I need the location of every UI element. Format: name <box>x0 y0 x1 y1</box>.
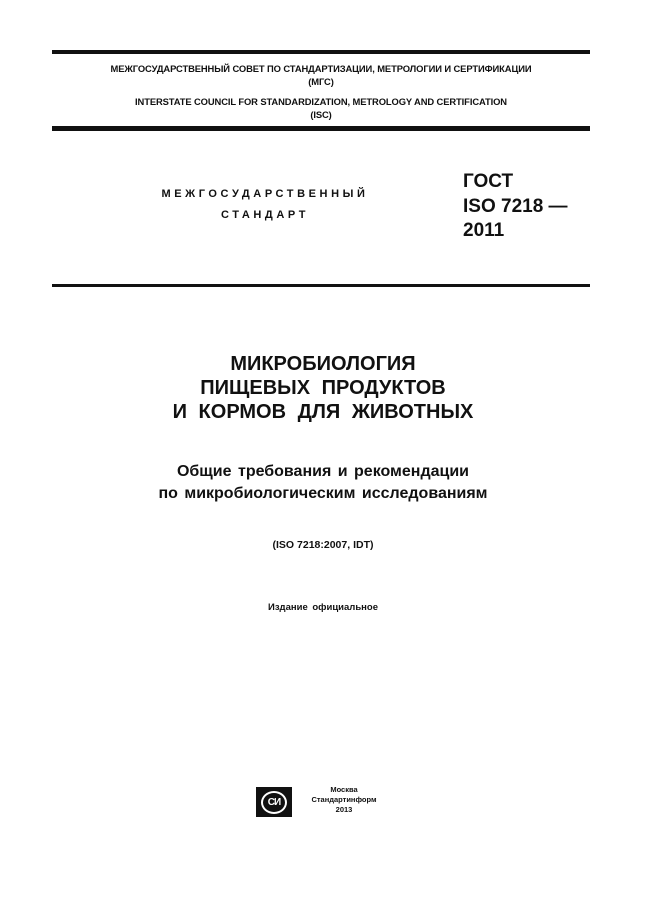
council-ru-line1: МЕЖГОСУДАРСТВЕННЫЙ СОВЕТ ПО СТАНДАРТИЗАЦИИ, МЕТРОЛОГИИ И СЕРТИФИКАЦИИ <box>110 63 532 74</box>
publisher-logo-icon <box>256 787 292 817</box>
gost-line2: ISO 7218 — <box>463 195 568 217</box>
publisher-logo-text: СИ <box>261 791 287 814</box>
council-name-ru <box>52 62 590 88</box>
publisher-city: Москва <box>330 785 358 794</box>
document-subtitle <box>60 461 586 504</box>
top-rule <box>52 50 590 54</box>
standard-label-line1: МЕЖГОСУДАРСТВЕННЫЙ <box>161 188 369 200</box>
gost-line1: ГОСТ <box>463 171 514 192</box>
council-name-en <box>52 95 590 121</box>
subtitle-line2: по микробиологическим исследованиям <box>158 484 488 502</box>
standard-type-label <box>110 184 420 226</box>
publisher-block <box>256 783 416 823</box>
gost-line3: 2011 <box>463 220 505 241</box>
publisher-year: 2013 <box>335 805 353 814</box>
standard-label-line2: СТАНДАРТ <box>220 209 310 221</box>
gost-designation <box>463 170 568 244</box>
title-line2: ПИЩЕВЫХ ПРОДУКТОВ <box>200 377 446 399</box>
title-line3: И КОРМОВ ДЛЯ ЖИВОТНЫХ <box>172 401 474 423</box>
council-en-line1: INTERSTATE COUNCIL FOR STANDARDIZATION, METROLOGY AND CERTIFICATION <box>135 96 507 107</box>
document-title <box>60 352 586 424</box>
council-ru-line2: (МГС) <box>308 76 334 87</box>
publisher-name: Стандартинформ <box>311 795 377 804</box>
subtitle-line1: Общие требования и рекомендации <box>176 463 470 480</box>
iso-reference: (ISO 7218:2007, IDT) <box>272 539 374 551</box>
title-line1: МИКРОБИОЛОГИЯ <box>230 353 416 375</box>
middle-rule <box>52 126 590 131</box>
edition-note: Издание официальное <box>268 602 378 613</box>
lower-rule <box>52 284 590 287</box>
council-en-line2: (ISC) <box>310 109 332 120</box>
publisher-text <box>300 785 388 815</box>
